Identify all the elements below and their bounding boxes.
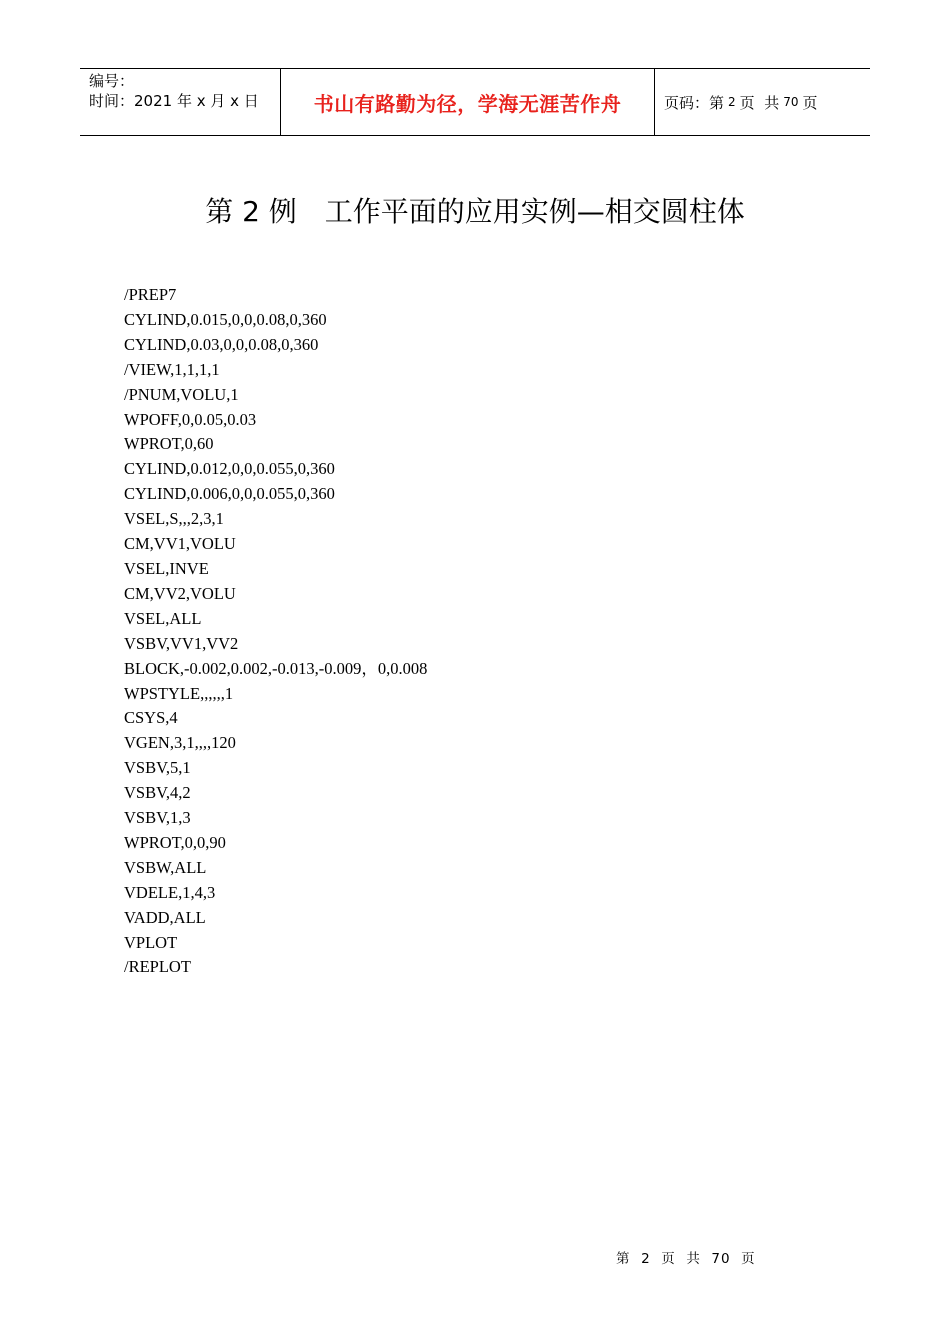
code-line: /PNUM,VOLU,1 xyxy=(124,384,239,404)
number-label: 编号： xyxy=(89,72,135,90)
code-line: VSEL,INVE xyxy=(124,558,209,578)
page-total: 70 xyxy=(783,95,799,109)
code-line: WPSTYLE,,,,,,1 xyxy=(124,683,234,703)
code-line: VSBV,5,1 xyxy=(124,758,191,778)
code-line: WPOFF,0,0.05,0.03 xyxy=(124,409,257,429)
code-line: /VIEW,1,1,1,1 xyxy=(124,359,220,379)
code-line: CYLIND,0.006,0,0,0.055,0,360 xyxy=(124,484,335,504)
code-line: VSBW,ALL xyxy=(124,857,207,877)
code-line: VGEN,3,1,,,,120 xyxy=(124,733,236,753)
code-line: CSYS,4 xyxy=(124,708,178,728)
code-line: CM,VV2,VOLU xyxy=(124,583,236,603)
code-line: CYLIND,0.012,0,0,0.055,0,360 xyxy=(124,459,335,479)
page-mid: 页 共 xyxy=(739,93,780,112)
code-line: /PREP7 xyxy=(124,285,177,304)
motto-text: 书山有路勤为径，学海无涯苦作舟 xyxy=(313,91,622,116)
code-line: VADD,ALL xyxy=(124,907,206,927)
code-line: CYLIND,0.03,0,0,0.08,0,360 xyxy=(124,334,319,354)
time-label: 时间：2021 年 x 月 x 日 xyxy=(89,92,259,110)
page-current: 2 xyxy=(728,95,736,109)
header-page-cell xyxy=(655,69,870,135)
page-prefix: 页码：第 xyxy=(664,93,725,112)
page-title: 第 2 例 工作平面的应用实例—相交圆柱体 xyxy=(205,195,745,228)
page-header xyxy=(80,68,870,136)
code-line: VPLOT xyxy=(124,932,178,952)
code-line: CYLIND,0.015,0,0,0.08,0,360 xyxy=(124,309,327,329)
code-line: BLOCK,-0.002,0.002,-0.013,-0.009，0,0.008 xyxy=(124,658,428,678)
header-motto-cell xyxy=(281,69,655,135)
code-line: VSBV,VV1,VV2 xyxy=(124,633,239,653)
code-line: VSEL,ALL xyxy=(124,608,202,628)
code-line: CM,VV1,VOLU xyxy=(124,534,236,554)
page-suffix: 页 xyxy=(802,93,818,112)
code-listing xyxy=(124,283,427,980)
header-meta-cell xyxy=(80,69,281,135)
code-line: WPROT,0,0,90 xyxy=(124,832,226,852)
code-line: VDELE,1,4,3 xyxy=(124,882,216,902)
code-line: /REPLOT xyxy=(124,957,191,977)
page-footer: 第 2 页 共 70 页 xyxy=(616,1251,756,1267)
code-line: WPROT,0,60 xyxy=(124,434,214,454)
code-line: VSBV,1,3 xyxy=(124,808,191,828)
code-line: VSEL,S,,,2,3,1 xyxy=(124,509,224,529)
code-line: VSBV,4,2 xyxy=(124,783,191,803)
